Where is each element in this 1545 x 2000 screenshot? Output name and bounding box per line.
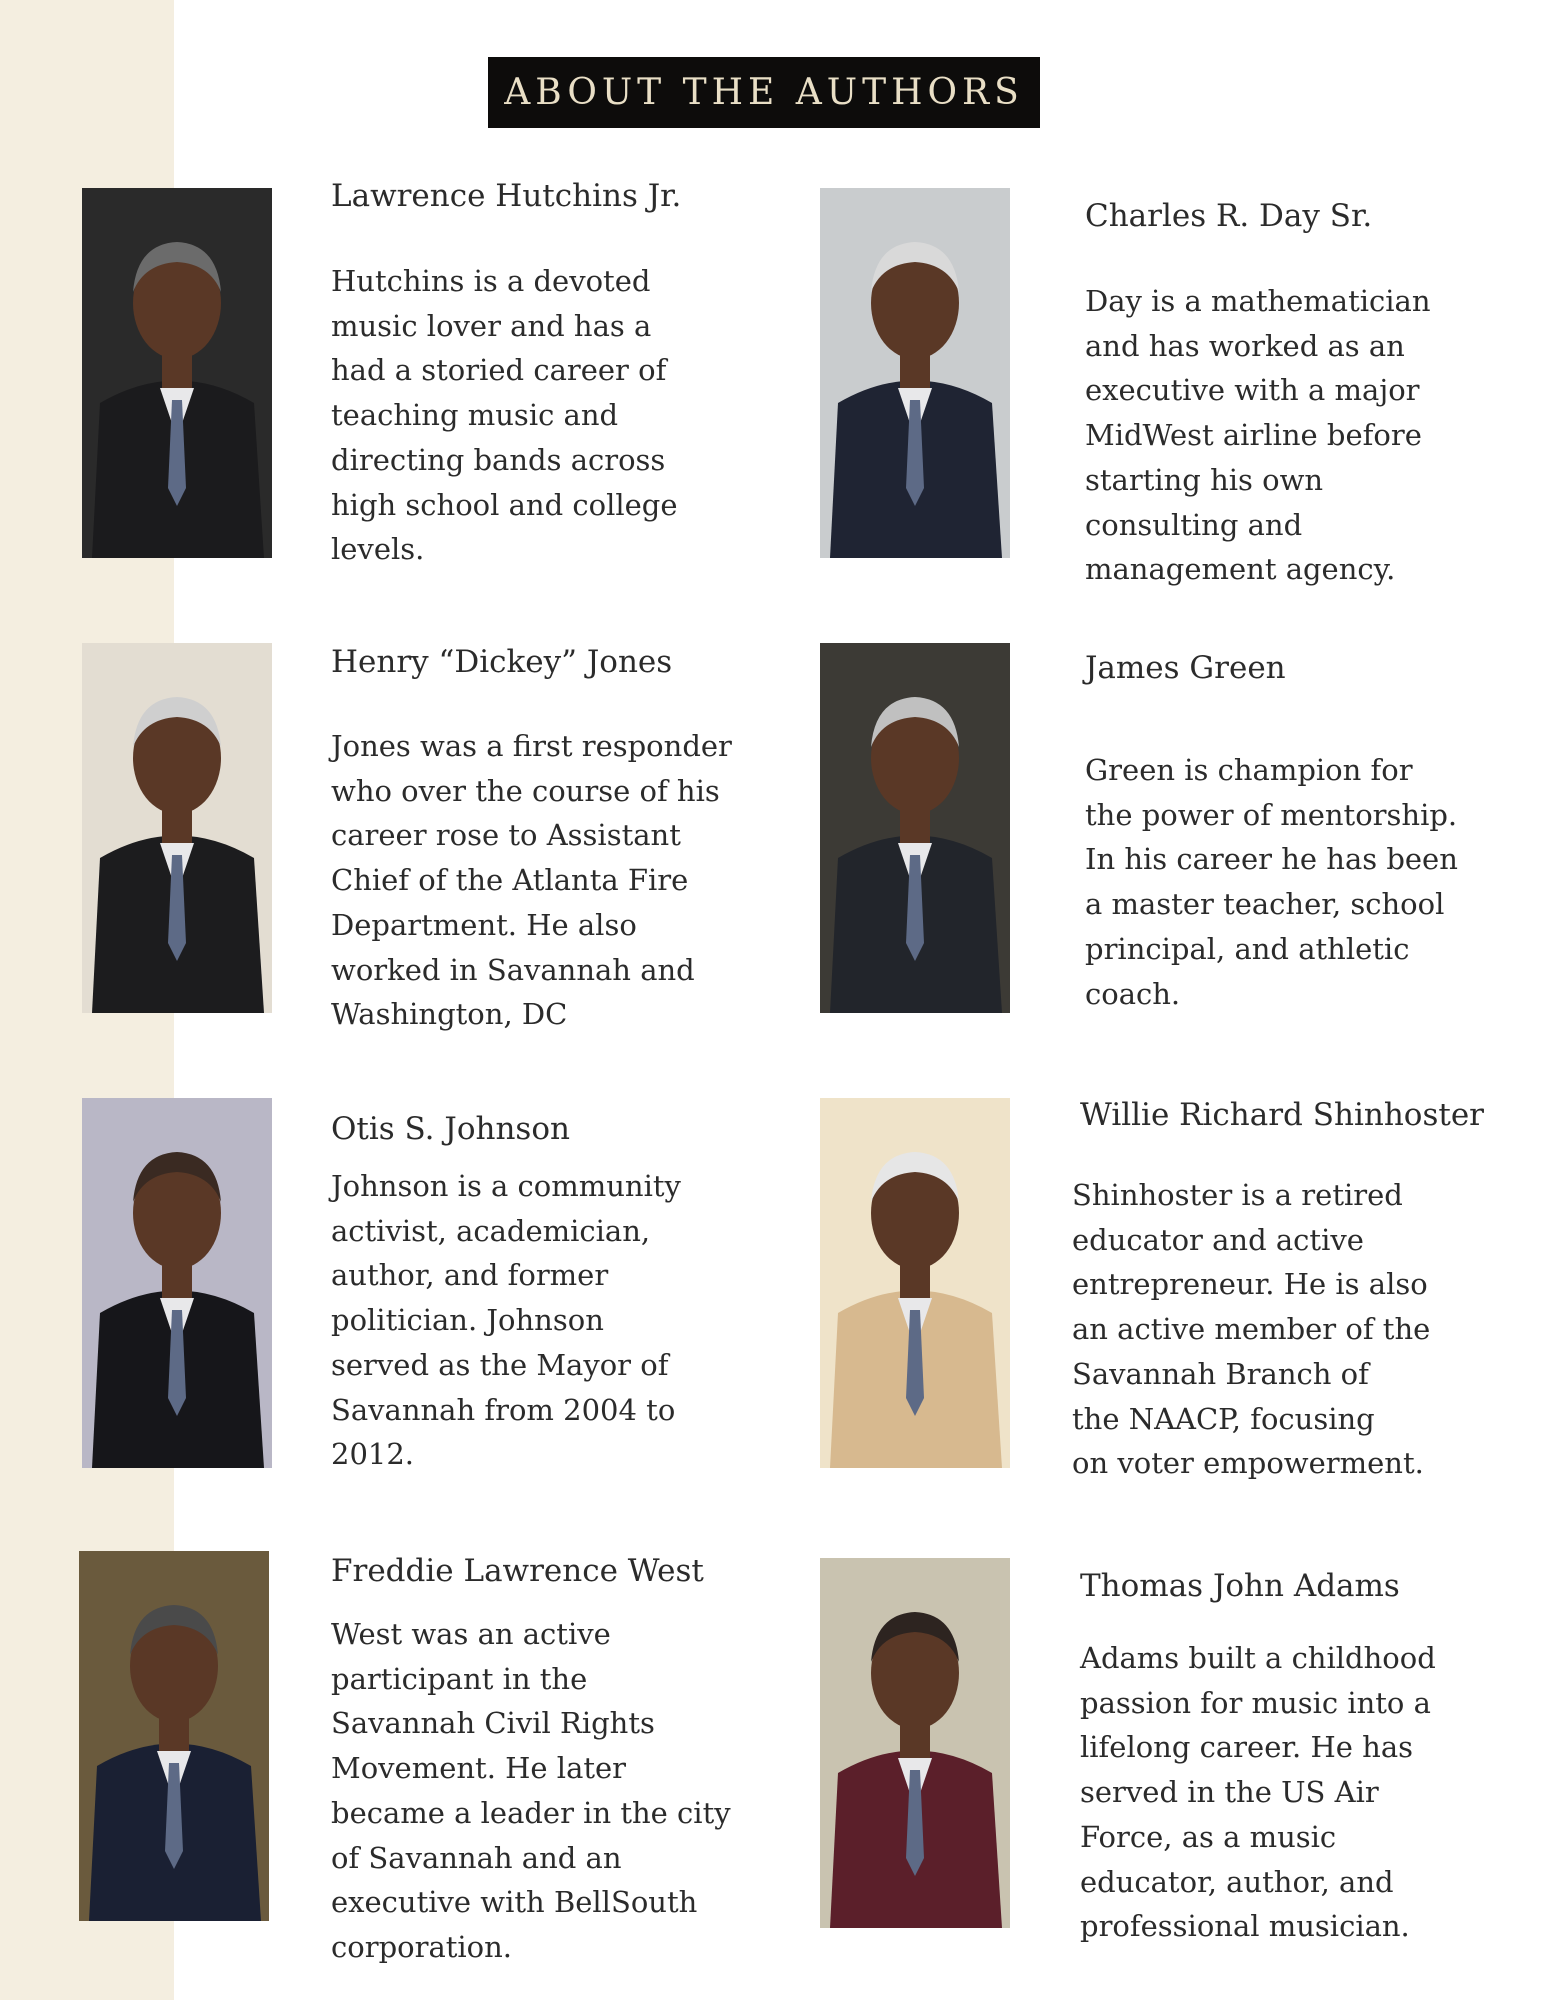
author-photo-green — [820, 643, 1010, 1013]
author-photo-jones — [82, 643, 272, 1013]
bio-line: Savannah Civil Rights — [331, 1706, 655, 1741]
bio-line: the power of mentorship. — [1085, 797, 1458, 832]
page-title: ABOUT THE AUTHORS — [504, 72, 1024, 113]
author-bio — [1080, 1636, 1436, 1949]
bio-line: career rose to Assistant — [331, 818, 681, 853]
author-name: Henry “Dickey” Jones — [331, 644, 673, 680]
bio-line: starting his own — [1085, 462, 1324, 497]
author-bio — [1072, 1173, 1430, 1486]
bio-line: entrepreneur. He is also — [1072, 1267, 1428, 1302]
author-bio — [331, 1612, 731, 1970]
bio-line: executive with a major — [1085, 373, 1420, 408]
author-photo-adams — [820, 1558, 1010, 1928]
author-photo-shinhoster — [820, 1098, 1010, 1468]
bio-line: Jones was a first responder — [331, 729, 732, 763]
bio-line: Movement. He later — [331, 1751, 627, 1786]
bio-line: the NAACP, focusing — [1072, 1401, 1375, 1436]
bio-line: lifelong career. He has — [1080, 1730, 1413, 1765]
bio-line: 2012. — [331, 1437, 415, 1472]
bio-line: became a leader in the city — [331, 1795, 731, 1830]
bio-line: executive with BellSouth — [331, 1885, 698, 1920]
author-name: Lawrence Hutchins Jr. — [331, 178, 682, 214]
bio-line: levels. — [331, 532, 425, 567]
author-bio — [331, 1164, 681, 1477]
author-bio — [1085, 748, 1458, 1016]
bio-line: had a storied career of — [331, 353, 667, 388]
bio-line: high school and college — [331, 487, 678, 522]
bio-line: educator, author, and — [1080, 1864, 1394, 1899]
author-bio — [1085, 279, 1431, 592]
author-bio — [331, 259, 678, 572]
portrait-illustration — [82, 643, 272, 1013]
bio-line: participant in the — [331, 1661, 588, 1696]
bio-line: worked in Savannah and — [331, 952, 695, 987]
bio-line: Shinhoster is a retired — [1072, 1178, 1403, 1212]
author-name: Freddie Lawrence West — [331, 1553, 704, 1589]
portrait-illustration — [79, 1551, 269, 1921]
bio-line: Savannah from 2004 to — [331, 1392, 676, 1427]
bio-line: educator and active — [1072, 1222, 1364, 1257]
portrait-illustration — [820, 643, 1010, 1013]
author-name: Thomas John Adams — [1080, 1568, 1400, 1604]
author-photo-day — [820, 188, 1010, 558]
bio-line: served as the Mayor of — [331, 1347, 669, 1382]
bio-line: management agency. — [1085, 552, 1396, 587]
author-bio — [331, 724, 732, 1037]
author-photo-west — [79, 1551, 269, 1921]
portrait-illustration — [82, 1098, 272, 1468]
portrait-illustration — [820, 188, 1010, 558]
bio-line: Adams built a childhood — [1080, 1641, 1436, 1675]
author-photo-johnson — [82, 1098, 272, 1468]
bio-line: teaching music and — [331, 398, 619, 433]
bio-line: Chief of the Atlanta Fire — [331, 863, 689, 898]
bio-line: an active member of the — [1072, 1312, 1431, 1347]
bio-line: who over the course of his — [331, 773, 720, 808]
author-photo-hutchins — [82, 188, 272, 558]
bio-line: of Savannah and an — [331, 1840, 622, 1875]
bio-line: Day is a mathematician — [1085, 284, 1431, 318]
bio-line: directing bands across — [331, 442, 666, 477]
bio-line: corporation. — [331, 1929, 513, 1964]
portrait-illustration — [820, 1098, 1010, 1468]
bio-line: and has worked as an — [1085, 328, 1405, 363]
bio-line: Force, as a music — [1080, 1819, 1337, 1854]
author-name: Willie Richard Shinhoster — [1080, 1097, 1484, 1133]
bio-line: Hutchins is a devoted — [331, 264, 651, 298]
section-title-banner — [488, 57, 1040, 128]
bio-line: activist, academician, — [331, 1213, 651, 1248]
bio-line: MidWest airline before — [1085, 418, 1422, 453]
bio-line: author, and former — [331, 1258, 609, 1293]
bio-line: a master teacher, school — [1085, 887, 1445, 922]
author-name: Charles R. Day Sr. — [1085, 198, 1373, 234]
bio-line: Savannah Branch of — [1072, 1356, 1369, 1391]
bio-line: music lover and has a — [331, 308, 652, 343]
bio-line: Green is champion for — [1085, 753, 1413, 787]
bio-line: politician. Johnson — [331, 1303, 604, 1338]
bio-line: served in the US Air — [1080, 1775, 1379, 1810]
bio-line: on voter empowerment. — [1072, 1446, 1424, 1481]
bio-line: consulting and — [1085, 507, 1303, 542]
bio-line: Washington, DC — [331, 997, 568, 1032]
portrait-illustration — [82, 188, 272, 558]
bio-line: passion for music into a — [1080, 1685, 1431, 1720]
bio-line: Johnson is a community — [331, 1169, 681, 1203]
bio-line: coach. — [1085, 976, 1181, 1011]
bio-line: principal, and athletic — [1085, 931, 1410, 966]
bio-line: Department. He also — [331, 907, 637, 942]
portrait-illustration — [820, 1558, 1010, 1928]
author-name: James Green — [1085, 650, 1286, 686]
bio-line: In his career he has been — [1085, 842, 1458, 877]
author-name: Otis S. Johnson — [331, 1111, 570, 1147]
bio-line: West was an active — [331, 1617, 611, 1651]
bio-line: professional musician. — [1080, 1909, 1410, 1944]
